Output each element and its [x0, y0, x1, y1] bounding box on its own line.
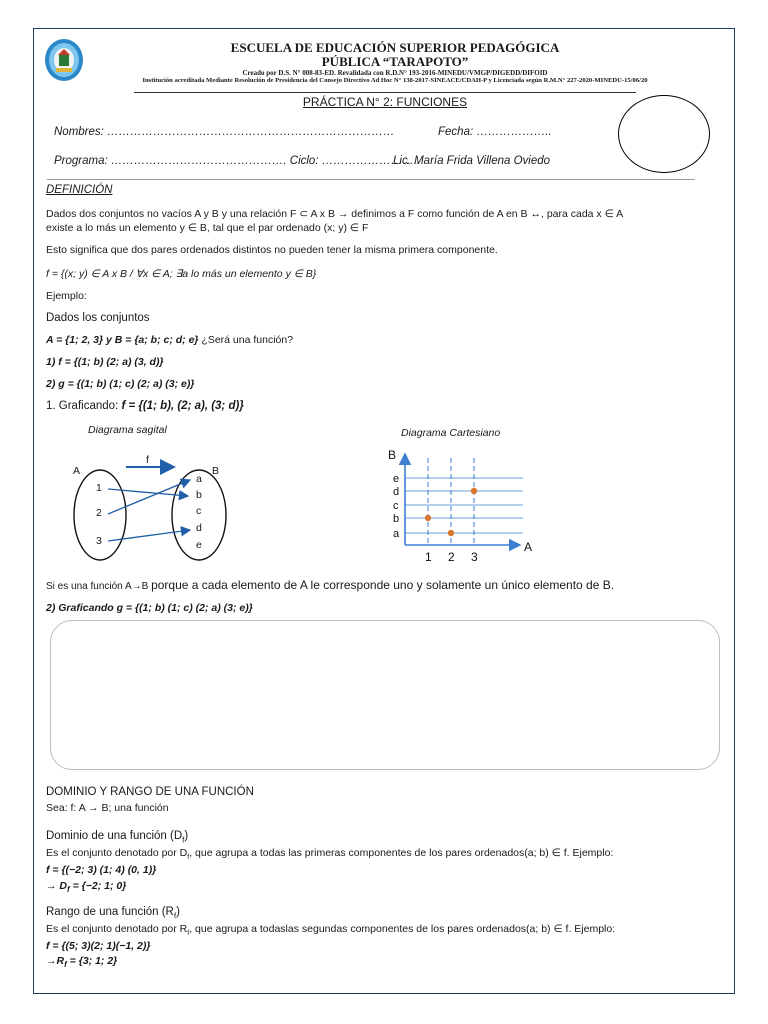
rango-heading-text: Rango de una función (R — [46, 906, 174, 918]
rango-result — [46, 955, 117, 969]
set-b-label: B — [212, 465, 220, 477]
x-tick-label-2: 2 — [448, 550, 455, 564]
conclusion-part2: porque a cada elemento de A le corresponde uno y solamente un único elemento de B. — [151, 578, 615, 592]
graph1-prefix: 1. Graficando: — [46, 400, 122, 412]
school-name-line2: PÚBLICA “TARAPOTO” — [321, 54, 469, 69]
fecha-field[interactable]: Fecha: ……………….. — [438, 126, 552, 138]
dominio-text-sub: f — [187, 854, 190, 862]
graph1-formula: f = {(1; b), (2; a), (3; d)} — [121, 400, 244, 412]
practice-title: PRÁCTICA N° 2: FUNCIONES — [302, 95, 468, 109]
set-a-label: A — [73, 465, 81, 477]
creation-decree: Creado por D.S. N° 008-83-ED. Revalidada con R.D.N° 193-2016-MINEDU/VMGP/DIGEDD/DIFOID — [242, 69, 548, 77]
rango-result-a: →R — [46, 955, 65, 967]
accreditation-text: Institución acreditada Mediante Resolución de Presidencia del Consejo Directivo Ad Hoc N° 138-2017-SINEACE/CDAH-P y Licenciada según R.M.N° 227-2020-MINEDU-15/06/20 — [142, 77, 648, 84]
y-tick-label-d: d — [393, 486, 400, 498]
a-elem-2: 2 — [96, 507, 102, 519]
sea-line: Sea: f: A → B; una función — [46, 802, 169, 814]
graph2-title: 2) Graficando g = {(1; b) (1; c) (2; a) (3; e)} — [46, 602, 253, 614]
dominio-result-b: = {−2; 1; 0} — [69, 880, 127, 892]
b-elem-a: a — [196, 473, 202, 485]
dominio-text-a: Es el conjunto denotado por D — [46, 847, 188, 859]
cartesian-title: Diagrama Cartesiano — [401, 427, 501, 439]
example-label: Ejemplo: — [46, 290, 87, 302]
dominio-example: f = {(−2; 3) (1; 4) (0, 1)} — [46, 864, 157, 876]
b-elem-b: b — [196, 489, 202, 501]
answer-box[interactable] — [50, 620, 720, 770]
a-elem-3: 3 — [96, 535, 102, 547]
nombres-field[interactable]: Nombres: ………………………………………………………………… — [54, 126, 395, 138]
rango-text-b: , que agrupa a todaslas segundas componentes de los pares ordenados(a; b) ∈ f. Ejemplo: — [189, 923, 616, 935]
rango-text-a: Es el conjunto denotado por R — [46, 923, 188, 935]
dominio-heading-close: ) — [184, 830, 189, 842]
sets-definition: A = {1; 2, 3} y B = {a; b; c; d; e} — [46, 334, 199, 346]
conclusion — [46, 578, 614, 592]
dominio-text-b: , que agrupa a todas las primeras componentes de los pares ordenados(a; b) ∈ f. Ejemplo: — [189, 847, 614, 859]
x-tick-label-3: 3 — [471, 550, 478, 564]
given-sets-label: Dados los conjuntos — [46, 312, 150, 324]
y-axis-label: B — [388, 448, 397, 462]
rango-text-sub: f — [187, 930, 190, 938]
definition-heading: DEFINICIÓN — [46, 184, 113, 196]
point-1-b — [425, 515, 431, 521]
example-item1: 1) f = {(1; b) (2; a) (3, d)} — [46, 356, 164, 368]
dominio-result — [46, 880, 126, 894]
y-tick-label-b: b — [393, 513, 400, 525]
b-elem-d: d — [196, 522, 202, 534]
definition-meaning: Esto significa que dos pares ordenados distintos no pueden tener la misma primera componente. — [46, 244, 498, 256]
rango-heading-close: ) — [176, 906, 180, 918]
dominio-heading-sub: f — [182, 835, 185, 845]
sagittal-title: Diagrama sagital — [88, 424, 167, 436]
dominio-heading — [46, 830, 188, 844]
rango-heading — [46, 906, 180, 920]
dominio-result-sub: f — [67, 885, 70, 895]
example-item2: 2) g = {(1; b) (1; c) (2; a) (3; e)} — [46, 378, 195, 390]
b-elem-c: c — [196, 505, 202, 517]
dominio-heading-text: Dominio de una función (D — [46, 830, 183, 842]
x-axis-label: A — [524, 540, 533, 554]
domain-range-heading: DOMINIO Y RANGO DE UNA FUNCIÓN — [46, 786, 254, 798]
teacher-name: Lic. María Frida Villena Oviedo — [393, 155, 551, 167]
definition-line2: existe a lo más un elemento y ∈ B, tal que el par ordenado (x; y) ∈ F — [46, 222, 369, 234]
rango-text — [46, 923, 615, 937]
point-2-a — [448, 530, 454, 536]
rango-heading-sub: f — [173, 911, 177, 921]
programa-ciclo-field[interactable]: Programa: ………………………………………. Ciclo: …………………….. — [54, 155, 421, 167]
definition-line1: Dados dos conjuntos no vacíos A y B y una relación F ⊂ A x B → definimos a F como función de A en B ↔, para cada x ∈ A — [46, 208, 624, 220]
point-3-d — [471, 488, 477, 494]
dominio-text — [46, 847, 613, 861]
x-tick-label-1: 1 — [425, 550, 432, 564]
school-name-line1: ESCUELA DE EDUCACIÓN SUPERIOR PEDAGÓGICA — [230, 40, 560, 55]
f-arrow-label: f — [146, 454, 149, 466]
function-question: ¿Será una función? — [198, 334, 294, 346]
a-elem-1: 1 — [96, 482, 102, 494]
function-formula: f = {(x; y) ∈ A x B / ∀x ∈ A; ∃a lo más un elemento y ∈ B} — [46, 268, 317, 280]
y-tick-label-c: c — [393, 500, 399, 512]
rango-result-b: = {3; 1; 2} — [66, 955, 118, 967]
conclusion-part1: Si es una función A→B — [46, 581, 152, 592]
y-tick-label-a: a — [393, 528, 400, 540]
dominio-result-a: → D — [46, 880, 67, 892]
y-tick-label-e: e — [393, 473, 400, 485]
b-elem-e: e — [196, 539, 202, 551]
rango-example: f = {(5; 3)(2; 1)(−1, 2)} — [46, 940, 151, 952]
rango-result-sub: f — [64, 960, 67, 970]
